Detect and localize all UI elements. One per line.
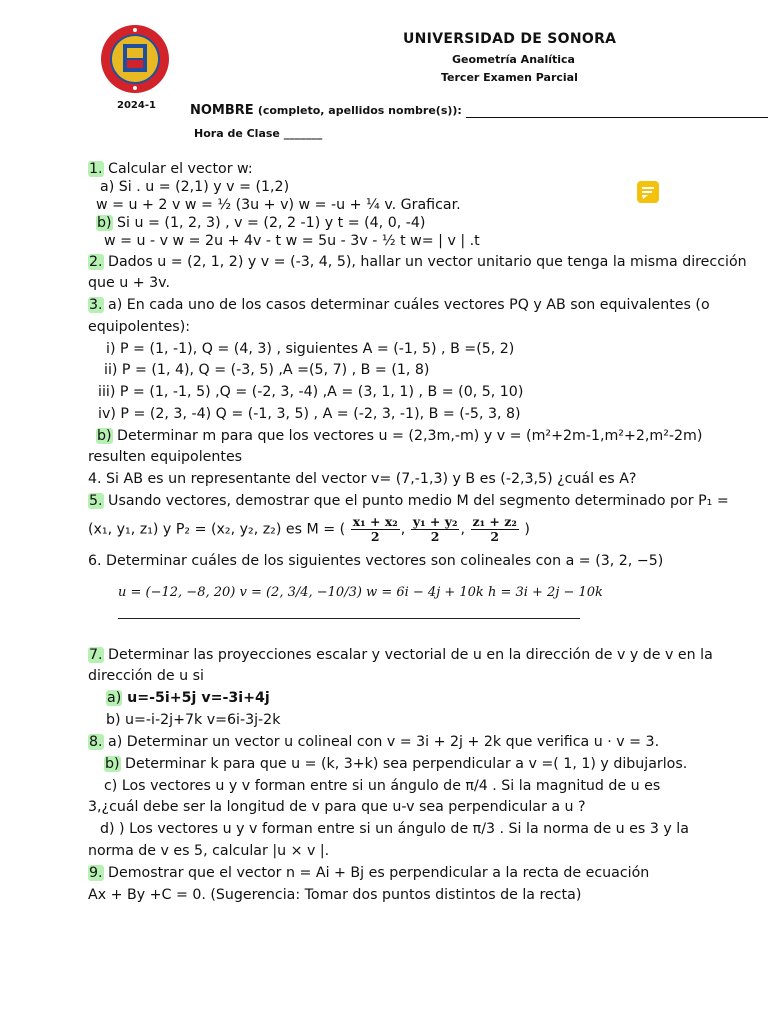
question-1a: a) Si . u = (2,1) y v = (1,2): [100, 179, 290, 195]
name-hint: (completo, apellidos nombre(s)):: [257, 104, 462, 117]
question-4: 4. Si AB es un representante del vector v= (7,-1,3) y B es (-2,3,5) ¿cuál es A?: [88, 471, 637, 487]
question-number: 7.: [89, 647, 103, 663]
fraction-denominator: 2: [430, 529, 440, 544]
part-text: Determinar m para que los vectores u = (2,3m,-m) y v = (m²+2m-1,m²+2,m²-2m): [112, 428, 703, 444]
part-text: u=-5i+5j v=-3i+4j: [122, 690, 270, 706]
formula-prefix: (x₁, y₁, z₁) y P₂ = (x₂, y₂, z₂) es M = (: [88, 521, 346, 538]
question-5: [88, 492, 729, 510]
name-label: NOMBRE: [190, 103, 254, 118]
question-3-case-i: i) P = (1, -1), Q = (4, 3) , siguientes A = (-1, 5) , B =(5, 2): [106, 341, 515, 357]
question-8c: c) Los vectores u y v forman entre si un ángulo de π/4 . Si la magnitud de u es: [104, 778, 661, 794]
term-label: 2024-1: [117, 100, 156, 111]
question-1b: [96, 214, 425, 232]
question-3-case-iii: iii) P = (1, -1, 5) ,Q = (-2, 3, -4) ,A = (3, 1, 1) , B = (0, 5, 10): [98, 384, 524, 400]
question-number: 5.: [89, 493, 103, 509]
question-7-cont: dirección de u si: [88, 668, 205, 684]
question-2: [88, 253, 747, 271]
question-2-cont: que u + 3v.: [88, 275, 170, 291]
question-1b-equations: w = u - v w = 2u + 4v - t w = 5u - 3v - ½ t w= | v | .t: [104, 233, 480, 249]
comment-icon[interactable]: [637, 181, 659, 203]
question-6: 6. Determinar cuáles de los siguientes vectores son colineales con a = (3, 2, −5): [88, 553, 664, 569]
question-1: [88, 160, 253, 178]
course-name: Geometría Analítica: [452, 53, 575, 66]
question-number: 9.: [89, 865, 103, 881]
question-3b-cont: resulten equipolentes: [88, 449, 243, 465]
fraction-y: [411, 515, 460, 544]
fraction-x-numerator: x₁ + x₂: [352, 514, 398, 529]
part-text: Si u = (1, 2, 3) , v = (2, 2 -1) y t = (4, 0, -4): [112, 215, 426, 231]
question-text: Demostrar que el vector n = Ai + Bj es perpendicular a la recta de ecuación: [103, 865, 650, 881]
university-seal-logo: [100, 24, 170, 94]
question-9-cont: Ax + By +C = 0. (Sugerencia: Tomar dos puntos distintos de la recta): [88, 887, 582, 903]
divider: [118, 618, 580, 619]
question-3: [88, 296, 710, 314]
question-8d: d) ) Los vectores u y v forman entre si un ángulo de π/3 . Si la norma de u es 3 y la: [100, 821, 689, 837]
question-5-formula: (x₁, y₁, z₁) y P₂ = (x₂, y₂, z₂) es M = ( $\frac{\text{x₁ + x₂}}{2}$ , $\frac{\text{y₁ + y₂}}{2}$ , $\frac{\text{z₁ + z₂}}{2}$ ): [88, 514, 530, 544]
question-3-cont: equipolentes):: [88, 319, 191, 335]
part-label: b): [97, 215, 112, 231]
name-field[interactable]: [190, 103, 768, 118]
fraction-y-numerator: y₁ + y₂: [412, 514, 458, 529]
formula-close: ): [524, 521, 530, 538]
fraction-denominator: 2: [370, 529, 380, 544]
question-number: 8.: [89, 734, 103, 750]
question-3b: [96, 427, 702, 445]
fraction-z: [471, 515, 519, 544]
part-label: a): [107, 690, 122, 706]
question-1a-equations: w = u + 2 v w = ½ (3u + v) w = -u + ¼ v. Graficar.: [96, 197, 461, 213]
question-8b: [104, 755, 687, 773]
question-text: a) En cada uno de los casos determinar cuáles vectores PQ y AB son equivalentes (o: [103, 297, 710, 313]
question-text: Calcular el vector w:: [103, 161, 253, 177]
question-7a: [106, 689, 270, 707]
part-label: b): [97, 428, 112, 444]
fraction-z-numerator: z₁ + z₂: [472, 514, 517, 529]
question-number: 3.: [89, 297, 103, 313]
part-text: Determinar k para que u = (k, 3+k) sea perpendicular a v =( 1, 1) y dibujarlos.: [120, 756, 688, 772]
question-7b: b) u=-i-2j+7k v=6i-3j-2k: [106, 712, 281, 728]
question-text: Determinar las proyecciones escalar y vectorial de u en la dirección de v y de v en la: [103, 647, 713, 663]
exam-name: Tercer Examen Parcial: [441, 71, 578, 84]
question-number: 2.: [89, 254, 103, 270]
question-3-case-ii: ii) P = (1, 4), Q = (-3, 5) ,A =(5, 7) , B = (1, 8): [104, 362, 430, 378]
question-7: [88, 646, 713, 664]
question-8d-cont: norma de v es 5, calcular |u × v |.: [88, 843, 330, 859]
fraction-denominator: 2: [490, 529, 500, 544]
part-label: b): [105, 756, 120, 772]
question-text: Dados u = (2, 1, 2) y v = (-3, 4, 5), hallar un vector unitario que tenga la misma dirección: [103, 254, 747, 270]
class-hour-field[interactable]: Hora de Clase _______: [194, 127, 323, 140]
question-8: [88, 733, 659, 751]
question-text: a) Determinar un vector u colineal con v = 3i + 2j + 2k que verifica u · v = 3.: [103, 734, 660, 750]
question-6-vectors: u = (−12, −8, 20) v = (2, 3/4, −10/3) w = 6i − 4j + 10k h = 3i + 2j − 10k: [118, 585, 603, 600]
question-text: Usando vectores, demostrar que el punto medio M del segmento determinado por P₁ =: [103, 493, 729, 509]
question-3-case-iv: iv) P = (2, 3, -4) Q = (-1, 3, 5) , A = (-2, 3, -1), B = (-5, 3, 8): [98, 406, 521, 422]
fraction-x: [351, 515, 400, 544]
university-title: UNIVERSIDAD DE SONORA: [403, 31, 617, 47]
question-9: [88, 864, 649, 882]
question-8c-cont: 3,¿cuál debe ser la longitud de v para que u-v sea perpendicular a u ?: [88, 799, 586, 815]
question-number: 1.: [89, 161, 103, 177]
